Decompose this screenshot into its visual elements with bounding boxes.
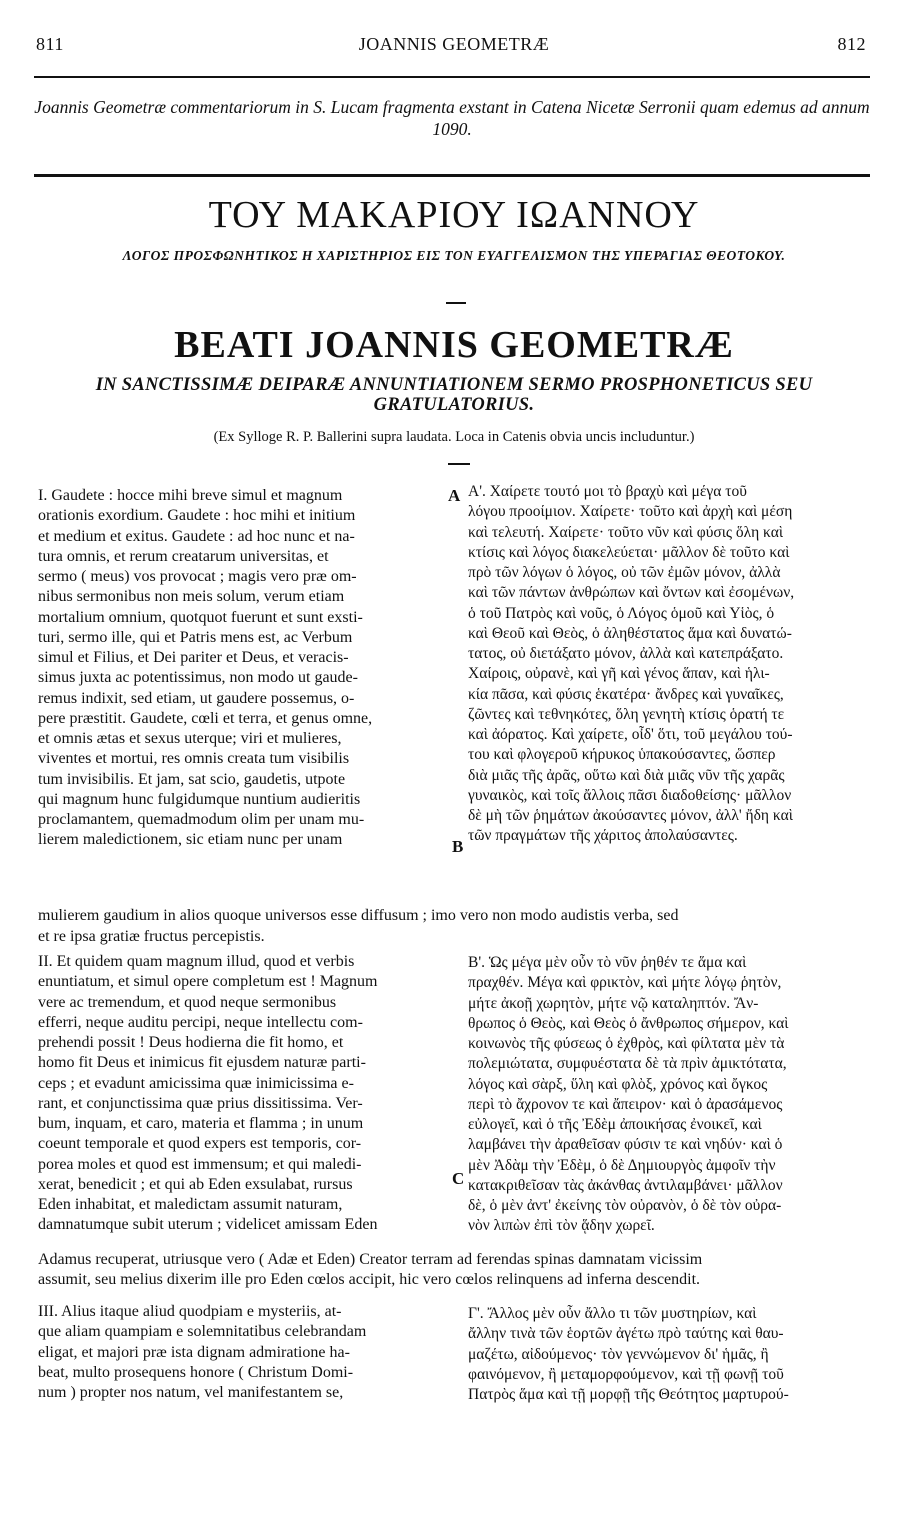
text-line: tura omnis, et rerum creatarum universitas, et — [38, 547, 329, 565]
full-width-paragraph-2 — [38, 1250, 878, 1290]
text-line: καὶ ἀόρατος. Καὶ χαίρετε, οἶδ' ὅτι, τοῦ μεγάλου τού- — [468, 726, 793, 743]
intro-note: Joannis Geometræ commentariorum in S. Lucam fragmenta exstant in Catena Nicetæ Serronii quam edemus ad annum 1090. — [34, 97, 870, 139]
text-line: Β'. Ὡς μέγα μὲν οὖν τὸ νῦν ῥηθέν τε ἅμα καὶ — [468, 954, 747, 971]
text-line: et re ipsa gratiæ fructus percepistis. — [38, 928, 265, 945]
text-line: καὶ τελευτή. Χαίρετε· τοῦτο νῦν καὶ φύσις ὅλη καὶ — [468, 523, 784, 541]
text-line: φαινόμενον, ἢ μεταμορφούμενον, καὶ τῇ φωνῇ τοῦ — [468, 1365, 784, 1383]
text-line: pere præstitit. Gaudete, cœli et terra, et genus omne, — [38, 709, 373, 727]
text-line: Χαίροις, οὐρανὲ, καὶ γῆ καὶ γένος ἅπαν, καὶ ἡλι- — [468, 665, 770, 683]
text-line: enuntiatum, et simul opere completum est ! Magnum — [38, 973, 378, 991]
text-line: num ) propter nos natum, vel manifestantem se, — [38, 1384, 344, 1401]
margin-marker-b: B — [452, 837, 464, 856]
text-line: sermo ( meus) vos provocat ; magis vero præ om- — [38, 568, 357, 585]
text-line: orationis exordium. Gaudete : hoc mihi et initium — [38, 507, 356, 525]
full-width-paragraph-1 — [38, 906, 878, 926]
text-line: πρὸ τῶν λόγων ὁ λόγος, οὐ τῶν ἐμῶν μόνον, ἀλλὰ — [468, 564, 781, 581]
latin-paragraph-end-1 — [38, 927, 458, 947]
margin-marker-a: A — [448, 486, 461, 505]
text-line: porea moles et quod est immensum; et qui maledi- — [38, 1155, 362, 1173]
running-title: JOANNIS GEOMETRÆ — [358, 34, 550, 54]
greek-column-3 — [468, 1304, 880, 1404]
text-line: et omnis ætas et sexus uterque; viri et mulieres, — [38, 730, 342, 747]
text-line: νὸν λιπὼν ἐπὶ τὸν ᾅδην χωρεῖ. — [468, 1217, 655, 1235]
text-line: τατος, οὐ διετάξατο μόνον, ἀλλὰ καὶ κατεπράξατο. — [468, 645, 784, 662]
text-line: III. Alius itaque aliud quodpiam e mysteriis, at- — [38, 1303, 342, 1320]
text-line: bum, inquam, et caro, materia et flamma ; in unum — [38, 1115, 364, 1132]
text-line: εὐλογεῖ, καὶ ὁ τῆς Ἐδὲμ ἀποικήσας ἐνοικεῖ, καὶ — [468, 1116, 762, 1133]
text-line: πολεμιώτατα, συμφυέστατα δὲ τὰ πρὶν ἀμικτότατα, — [468, 1055, 787, 1073]
text-line: eligat, et majori præ ista dignam admiratione ha- — [38, 1343, 350, 1361]
text-line: Α'. Χαίρετε τουτό μοι τὸ βραχὺ καὶ μέγα τοῦ — [468, 483, 747, 500]
latin-subtitle: IN SANCTISSIMÆ DEIPARÆ ANNUNTIATIONEM SERMO PROSPHONETICUS SEU GRATULATORIUS. — [95, 375, 813, 415]
text-line: mulierem gaudium in alios quoque universos esse diffusum ; imo vero non modo audistis verba, sed — [38, 907, 679, 924]
text-line: que aliam quampiam e solemnitatibus celebrandam — [38, 1323, 367, 1341]
text-line: λόγου προοίμιον. Χαίρετε· τοῦτο καὶ ἀρχὴ καὶ μέση — [468, 503, 793, 521]
latin-column-3 — [38, 1302, 458, 1402]
text-line: viventes et mortui, res omnis creata tum visibilis — [38, 750, 350, 768]
text-line: Eden inhabitat, et maledictam assumit naturam, — [38, 1196, 343, 1213]
header-rule — [34, 76, 870, 78]
text-line: coeunt temporale et quod expers est temporis, cor- — [38, 1135, 362, 1153]
text-line: μὲν Ἀδὰμ τὴν Ἐδὲμ, ὁ δὲ Δημιουργὸς ἀμφοῖν τὴν — [468, 1156, 776, 1174]
text-line: simul et Filius, et Dei pariter et Deus, et veracis- — [38, 649, 349, 666]
text-line: xerat, benedicit ; et qui ab Eden exsulabat, rursus — [38, 1175, 353, 1193]
greek-column-2 — [468, 953, 880, 1233]
text-line: κοινωνὸς τῆς φύσεως ὁ ἐχθρὸς, καὶ φίλτατα μὲν τὰ — [468, 1035, 785, 1052]
greek-title: ΤΟΥ ΜΑΚΑΡΙΟΥ ΙΩΑΝΝΟΥ — [208, 194, 700, 236]
text-line: διὰ μιᾶς τῆς ἀρᾶς, οὕτω καὶ διὰ μιᾶς νῦν τῆς χαρᾶς — [468, 766, 785, 784]
text-line: δὲ, ὁ μὲν ἀντ' ἐκείνης τὸν οὐρανὸν, ὁ δὲ τὸν οὐρα- — [468, 1197, 782, 1214]
text-line: lierem maledictionem, sic etiam nunc per unam — [38, 831, 343, 849]
text-line: μαζέτω, αἰδούμενος· τὸν γεννώμενον δι' ἡμᾶς, ἢ — [468, 1345, 769, 1363]
text-line: τῶν πραγμάτων τῆς χάριτος ἀπολαύσαντες. — [468, 827, 738, 845]
text-line: qui magnum hunc fulgidumque nuntium audieritis — [38, 790, 361, 808]
text-line: κία πᾶσα, καὶ φύσις ἑκατέρα· ἄνδρες καὶ γυναῖκες, — [468, 685, 784, 703]
text-line: Adamus recuperat, utriusque vero ( Adæ et Eden) Creator terram ad ferendas spinas damnatam vicissim — [38, 1251, 703, 1268]
latin-column-1 — [38, 486, 461, 849]
text-line: μήτε ἀκοῇ χωρητὸν, μήτε νῷ καταληπτόν. Ἄν- — [468, 994, 759, 1012]
text-line: efferri, neque auditu percipi, neque intellectu com- — [38, 1013, 363, 1031]
text-line: Γ'. Ἄλλος μὲν οὖν ἄλλο τι τῶν μυστηρίων, καὶ — [468, 1305, 757, 1322]
text-line: περὶ τὸ ἄχρονον τε καὶ ἄπειρον· καὶ ὁ ἀρασάμενος — [468, 1095, 783, 1113]
text-line: assumit, seu melius dixerim ille pro Eden cœlos accipit, hic vero cœlos relinquens ad inferna descendit. — [38, 1271, 701, 1289]
text-line: beat, multo prosequens honore ( Christum Domi- — [38, 1363, 354, 1381]
text-line: του καὶ φλογεροῦ κήρυκος ὑπακούσαντες, ὥσπερ — [468, 746, 776, 764]
text-line: λαμβάνει τὴν ἀραθεῖσαν φύσιν τε καὶ νηδύν· καὶ ὁ — [468, 1136, 783, 1154]
greek-column-1 — [468, 482, 880, 845]
body-separator — [448, 463, 470, 465]
text-line: damnatumque subit uterum ; videlicet amissam Eden — [38, 1216, 378, 1234]
margin-marker-c: C — [452, 1169, 465, 1188]
text-line: ἄλλην τινὰ τῶν ἑορτῶν ἀγέτω πρὸ ταύτης καὶ θαυ- — [468, 1325, 784, 1343]
text-line: κτίσις καὶ λόγος διακελεύεται· μᾶλλον δὲ τοῦτο καὶ — [468, 543, 790, 561]
text-line: mortalium omnium, quotquot fuerunt et sunt exsti- — [38, 608, 363, 626]
text-line: καὶ τῶν πάντων ἀνθρώπων καὶ ὄντων καὶ ἐσομένων, — [468, 584, 795, 602]
text-line: tum invisibilis. Et jam, sat scio, gaudetis, utpote — [38, 770, 346, 788]
text-line: λόγος καὶ σὰρξ, ὕλη καὶ φλὸξ, χρόνος καὶ ὄγκος — [468, 1075, 768, 1093]
text-line: II. Et quidem quam magnum illud, quod et verbis — [38, 953, 355, 970]
text-line: καὶ Θεοῦ καὶ Θεὸς, ὁ ἀληθέστατος ἅμα καὶ δυνατώ- — [468, 624, 792, 642]
text-line: remus indixit, sed etiam, ut gaudere possemus, o- — [38, 689, 355, 707]
text-line: θρωπος ὁ Θεὸς, καὶ Θεὸς ὁ ἄνθρωπος σήμερον, καὶ — [468, 1014, 789, 1032]
text-line: δὲ μὴ τῶν ῥημάτων ἀκούσαντες μόνον, ἀλλ' ἤδη καὶ — [468, 807, 793, 824]
text-line: homo fit Deus et inimicus fit ejusdem naturæ parti- — [38, 1054, 366, 1072]
text-line: rant, et conjunctissima quæ prius dissitissima. Ver- — [38, 1094, 363, 1112]
section-rule — [34, 174, 870, 177]
text-line: πραχθέν. Μέγα καὶ φρικτὸν, καὶ μήτε λόγῳ ῥητὸν, — [468, 974, 782, 992]
greek-subtitle: ΛΟΓΟΣ ΠΡΟΣΦΩΝΗΤΙΚΟΣ Η ΧΑΡΙΣΤΗΡΙΟΣ ΕΙΣ ΤΟΝ ΕΥΑΓΓΕΛΙΣΜΟΝ ΤΗΣ ΥΠΕΡΑΓΙΑΣ ΘΕΟΤΟΚΟΥ. — [122, 248, 786, 263]
text-line: prehendi possit ! Deus hodierna die fit homo, et — [38, 1034, 344, 1051]
text-line: Πατρὸς ἅμα καὶ τῇ μορφῇ τῆς Θεότητος μαρτυρού- — [468, 1386, 789, 1403]
text-line: proclamantem, quemadmodum olim per unam mu- — [38, 811, 365, 828]
latin-column-2 — [38, 952, 458, 1232]
text-line: ὁ τοῦ Πατρὸς καὶ νοῦς, ὁ Λόγος ὁμοῦ καὶ Υἱὸς, ὁ — [468, 604, 775, 622]
title-separator — [446, 302, 466, 304]
source-note: (Ex Sylloge R. P. Ballerini supra laudata. Loca in Catenis obvia uncis includuntur.) — [213, 429, 695, 445]
page-number-right: 812 — [837, 34, 866, 54]
text-line: ceps ; et evadunt amicissima quæ inimicissima e- — [38, 1074, 354, 1092]
text-line: nibus sermonibus non meis solum, verum etiam — [38, 588, 345, 606]
text-line: I. Gaudete : hocce mihi breve simul et magnum — [38, 487, 343, 504]
page-number-left: 811 — [36, 34, 64, 54]
text-line: κατακριθεῖσαν τὰς ἀκάνθας ἀντιλαμβάνει· μᾶλλον — [468, 1176, 783, 1194]
text-line: γυναικὸς, καὶ τοῖς ἄλλοις πᾶσι διαδοθείσης· μᾶλλον — [468, 786, 792, 804]
text-line: vere ac tremendum, et quod neque sermonibus — [38, 993, 337, 1011]
text-line: ζῶντες καὶ τεθνηκότες, ὅλη γενητὴ κτίσις ὁρατή τε — [468, 705, 785, 723]
latin-title: BEATI JOANNIS GEOMETRÆ — [174, 324, 734, 366]
text-line: simus juxta ac potentissimus, non modo ut gaude- — [38, 669, 358, 687]
text-line: et medium et exitus. Gaudete : ad hoc nunc et na- — [38, 527, 355, 545]
text-line: turi, sermo ille, qui et Patris mens est, ac Verbum — [38, 628, 353, 646]
